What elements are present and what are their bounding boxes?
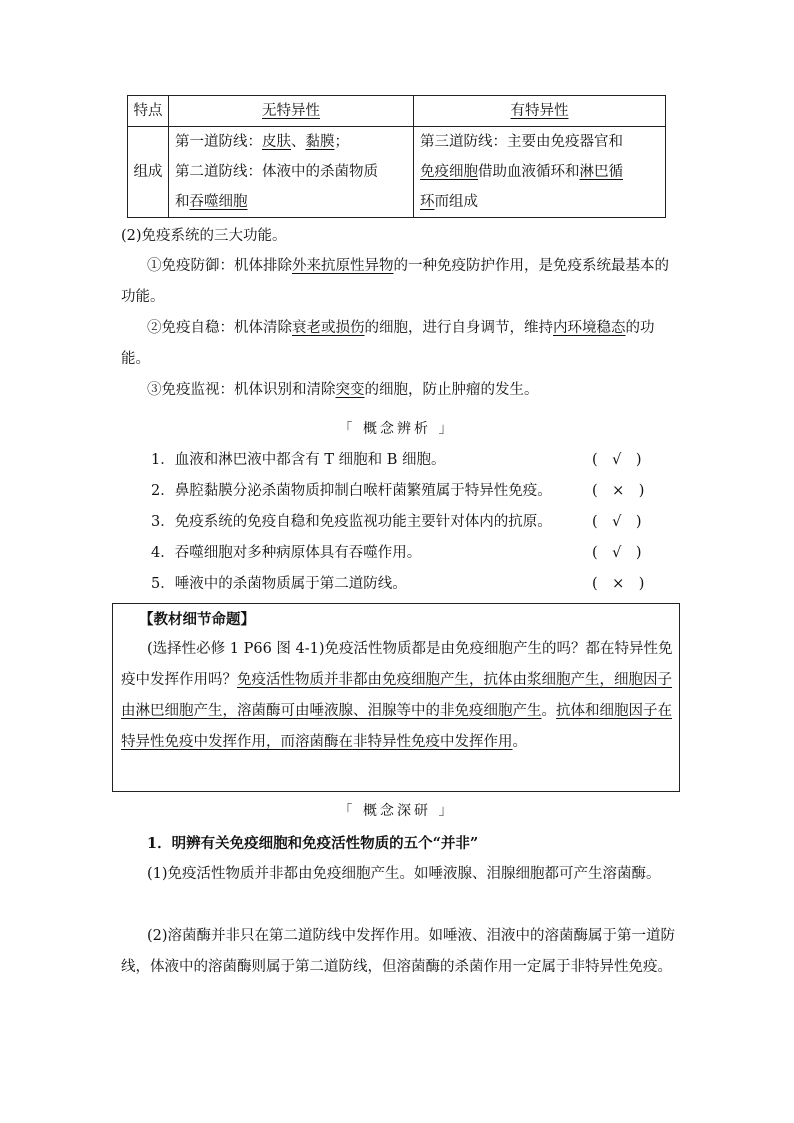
cell-nonspecific: 第一道防线：皮肤、黏膜； 第二道防线：体液中的杀菌物质 和吞噬细胞 — [169, 127, 414, 218]
judgement-mark: ( × ) — [592, 483, 645, 499]
table-header-row — [128, 96, 666, 127]
judgement-mark: ( × ) — [592, 576, 645, 592]
deep-paragraph-1: (1)免疫活性物质并非都由免疫细胞产生。如唾液腺、泪腺细胞都可产生溶菌酶。 — [147, 866, 661, 882]
textbook-detail-box — [112, 603, 680, 792]
table-row — [128, 127, 666, 218]
judgement-item: 5．唾液中的杀菌物质属于第二道防线。 ( × ) — [151, 572, 671, 596]
judgement-item: 4．吞噬细胞对多种病原体具有吞噬作用。 ( √ ) — [151, 541, 671, 565]
box-title: 【教材细节命题】 — [139, 611, 255, 628]
row-label-composition: 组成 — [128, 127, 169, 218]
judgement-mark: ( √ ) — [592, 452, 642, 468]
functions-heading: (2)免疫系统的三大功能。 — [121, 228, 287, 244]
function-homeostasis: ②免疫自稳：机体清除衰老或损伤的细胞，进行自身调节，维持内环境稳态的功能。 — [121, 320, 655, 367]
deep-heading: 1．明辨有关免疫细胞和免疫活性物质的五个“并非” — [147, 835, 479, 852]
judgement-item: 2．鼻腔黏膜分泌杀菌物质抑制白喉杆菌繁殖属于特异性免疫。 ( × ) — [151, 479, 671, 503]
cell-specific: 第三道防线：主要由免疫器官和 免疫细胞借助血液循环和淋巴循 环而组成 — [414, 127, 666, 218]
box-body: (选择性必修 1 P66 图 4-1)免疫活性物质都是由免疫细胞产生的吗？都在特异性免疫中发挥作用吗？免疫活性物质并非都由免疫细胞产生，抗体由浆细胞产生，细胞因子由淋巴细胞产生，溶菌酶可由唾液腺、泪腺等中的非免疫细胞产生。抗体和细胞因子在特异性免疫中发挥作用，而溶菌酶在非特异性免疫中发挥作用。 — [121, 641, 673, 750]
section-title-concept-deep: 「 概念深研 」 — [338, 803, 456, 819]
comparison-table — [127, 95, 666, 218]
section-title-concept-analysis: 「 概念辨析 」 — [338, 421, 456, 437]
function-surveillance: ③免疫监视：机体识别和清除突变的细胞，防止肿瘤的发生。 — [147, 382, 539, 398]
header-feature: 特点 — [128, 96, 169, 127]
header-specific: 有特异性 — [414, 96, 666, 127]
function-defense: ①免疫防御：机体排除外来抗原性异物的一种免疫防护作用，是免疫系统最基本的功能。 — [121, 258, 669, 305]
judgement-item: 1．血液和淋巴液中都含有 T 细胞和 B 细胞。 ( √ ) — [151, 448, 671, 472]
deep-paragraph-2: (2)溶菌酶并非只在第二道防线中发挥作用。如唾液、泪液中的溶菌酶属于第一道防线，体液中的溶菌酶则属于第二道防线，但溶菌酶的杀菌作用一定属于非特异性免疫。 — [121, 928, 676, 975]
judgement-item: 3．免疫系统的免疫自稳和免疫监视功能主要针对体内的抗原。 ( √ ) — [151, 510, 671, 534]
header-nonspecific: 无特异性 — [169, 96, 414, 127]
judgement-mark: ( √ ) — [592, 545, 642, 561]
judgement-mark: ( √ ) — [592, 514, 642, 530]
